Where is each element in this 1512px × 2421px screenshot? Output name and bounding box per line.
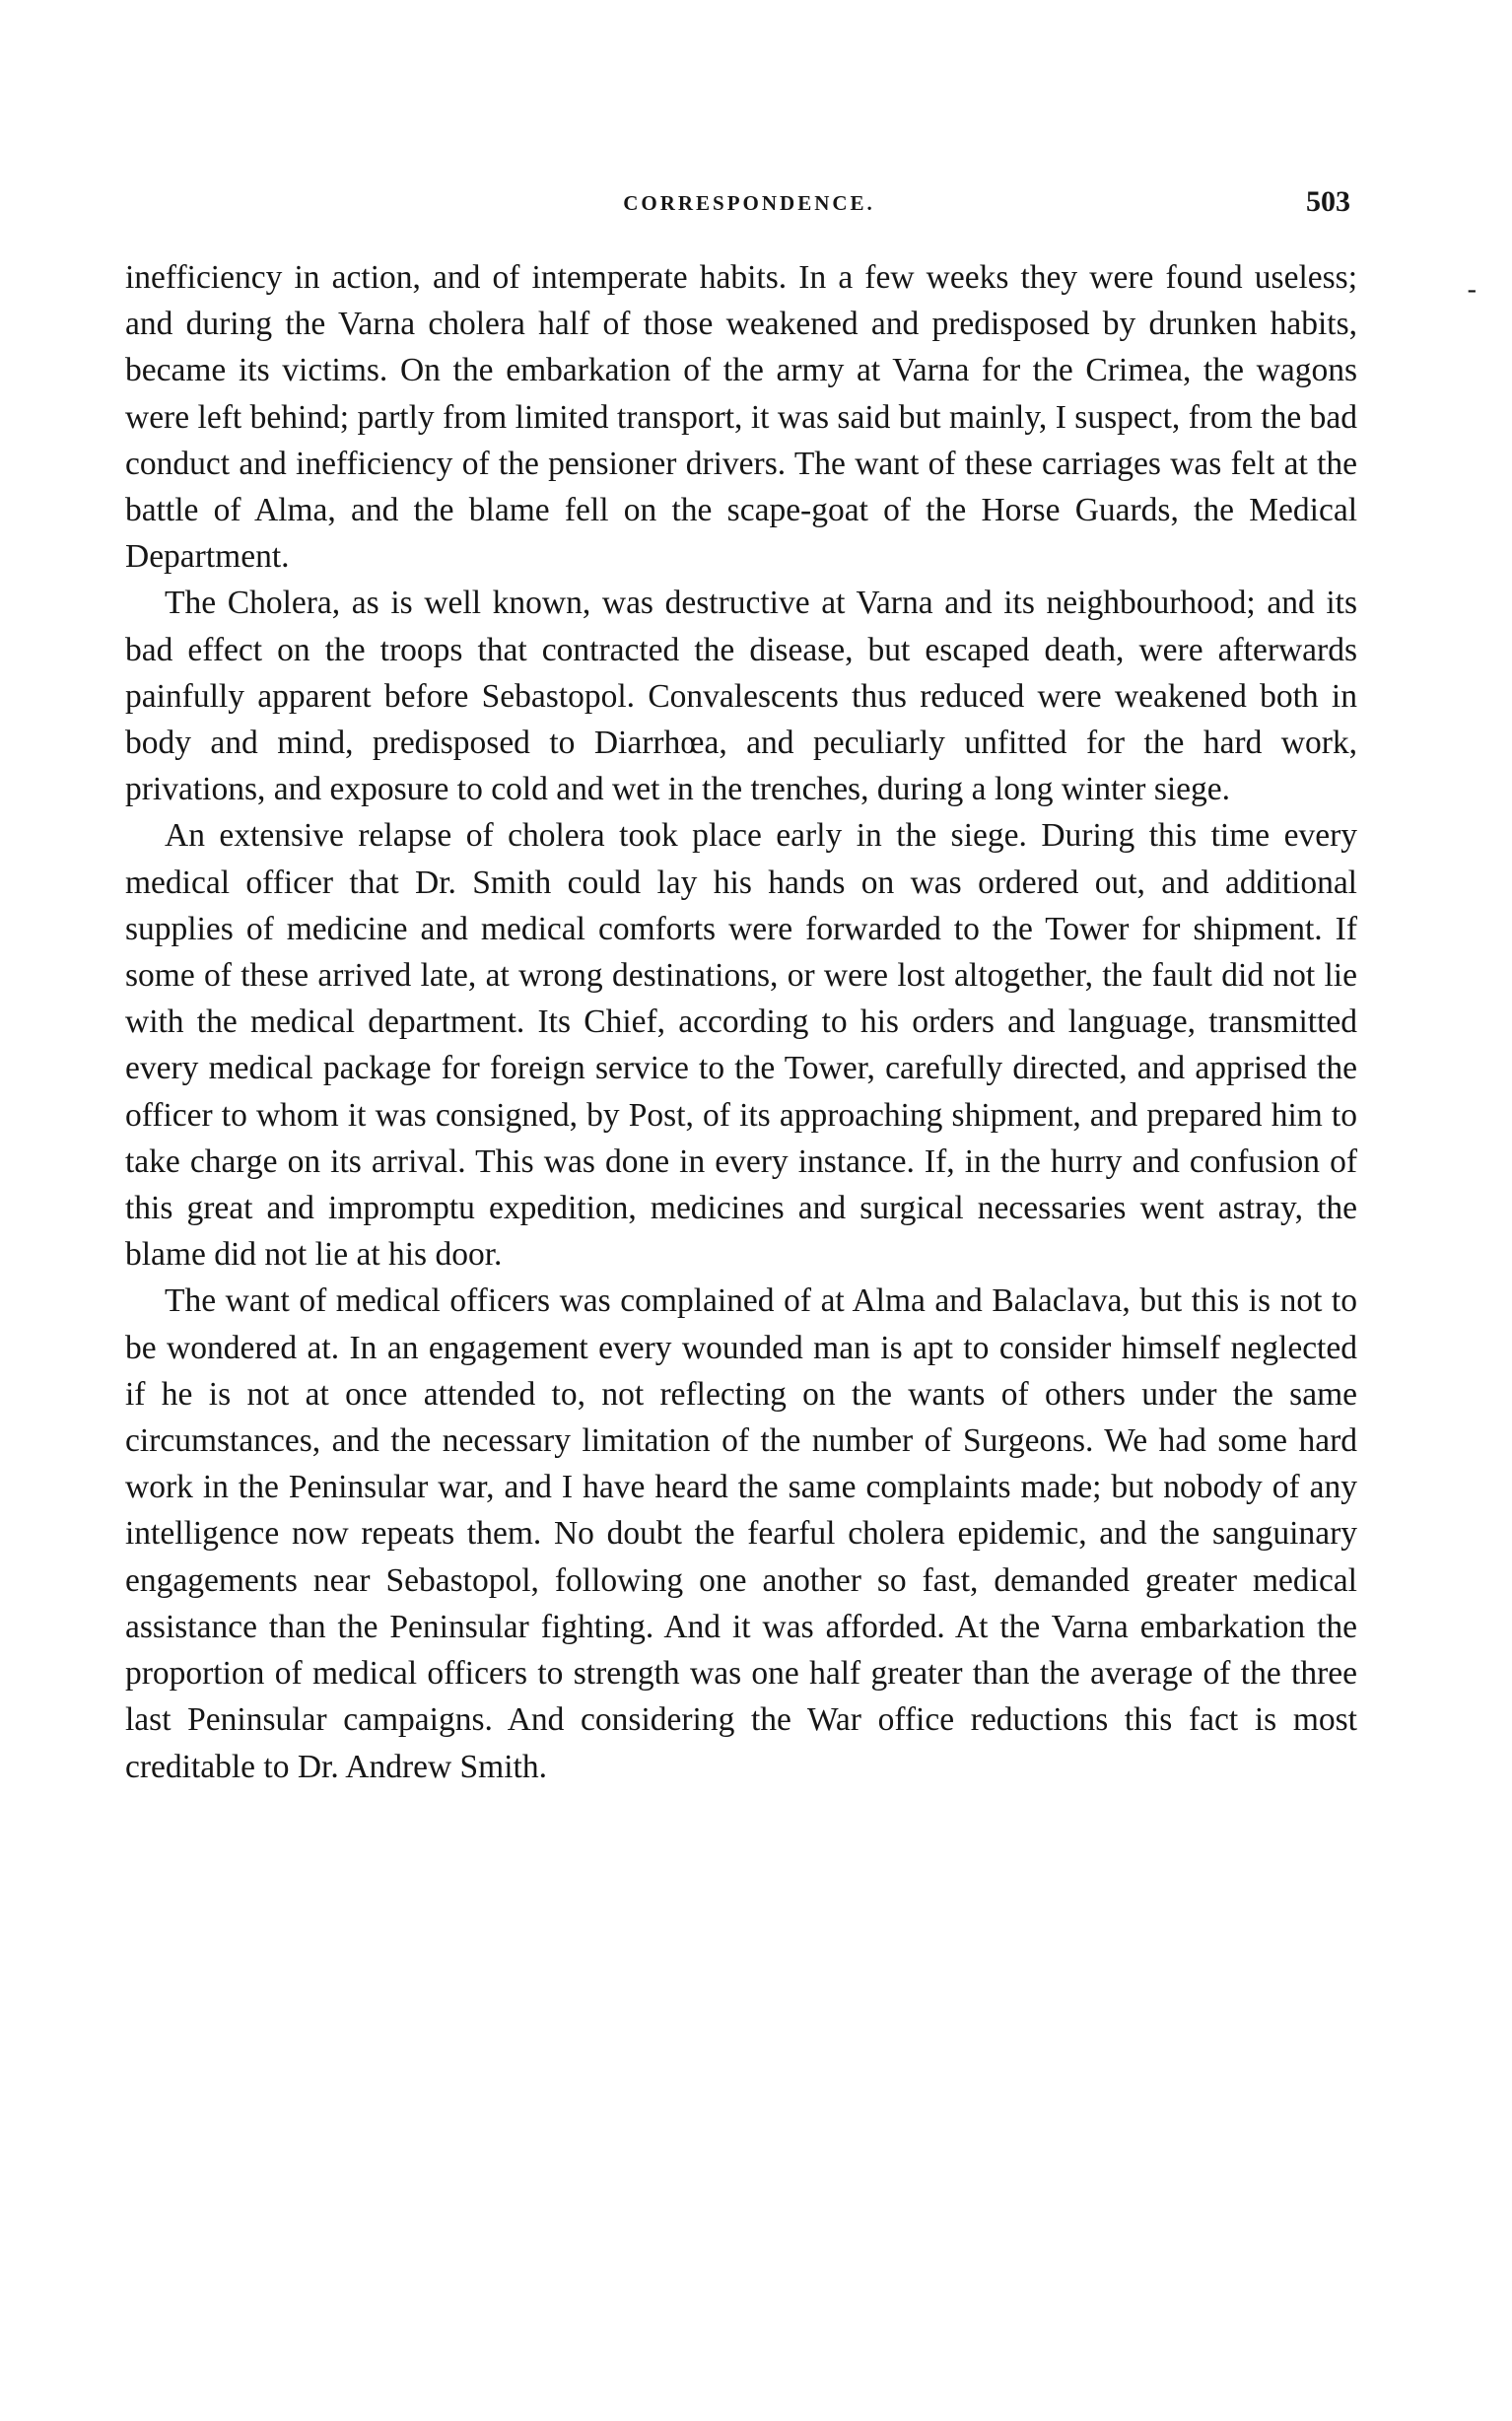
page-number: 503 (1306, 185, 1350, 218)
margin-mark: - (1467, 274, 1477, 305)
running-title: CORRESPONDENCE. (623, 191, 875, 215)
paragraph-4: The want of medical officers was complained of at Alma and Balaclava, but this is not to be wondered at. In an engagement every wounded man is apt to consider himself neglected if he is not at once attended to, not reflecting on the wants of others under the same circumstances, and the necessary limitation of the number of Surgeons. We had some hard work in the Peninsular war, and I have heard the same complaints made; but nobody of any intelligence now repeats them. No doubt the fearful cholera epidemic, and the sanguinary engagements near Sebastopol, following one another so fast, demanded greater medical assistance than the Peninsular fighting. And it was afforded. At the Varna embarkation the proportion of medical officers to strength was one half greater than the average of the three last Peninsular campaigns. And considering the War office reductions this fact is most creditable to Dr. Andrew Smith. (125, 1282, 1357, 1785)
body-text (125, 254, 1357, 1790)
paragraph-3: An extensive relapse of cholera took place early in the siege. During this time every medical officer that Dr. Smith could lay his hands on was ordered out, and additional supplies of medicine and medical comforts were forwarded to the Tower for shipment. If some of these arrived late, at wrong destinations, or were lost altogether, the fault did not lie with the medical department. Its Chief, according to his orders and language, transmitted every medical package for foreign service to the Tower, carefully directed, and apprised the officer to whom it was consigned, by Post, of its approaching shipment, and prepared him to take charge on its arrival. This was done in every instance. If, in the hurry and confusion of this great and impromptu expedition, medicines and surgical necessaries went astray, the blame did not lie at his door. (125, 817, 1357, 1274)
paragraph-2: The Cholera, as is well known, was destructive at Varna and its neighbourhood; and its bad effect on the troops that contracted the disease, but escaped death, were afterwards painfully apparent before Sebastopol. Convalescents thus reduced were weakened both in body and mind, predisposed to Diarrhœa, and peculiarly unfitted for the hard work, privations, and exposure to cold and wet in the trenches, during a long winter siege. (125, 585, 1357, 808)
running-head (118, 185, 1380, 225)
paragraph-1: inefficiency in action, and of intemperate habits. In a few weeks they were found useless; and during the Varna cholera half of those weakened and predisposed by drunken habits, became its victims. On the embarkation of the army at Varna for the Crimea, the wagons were left behind; partly from limited transport, it was said but mainly, I suspect, from the bad conduct and inefficiency of the pensioner drivers. The want of these carriages was felt at the battle of Alma, and the blame fell on the scape-goat of the Horse Guards, the Medical Department. (125, 259, 1357, 576)
